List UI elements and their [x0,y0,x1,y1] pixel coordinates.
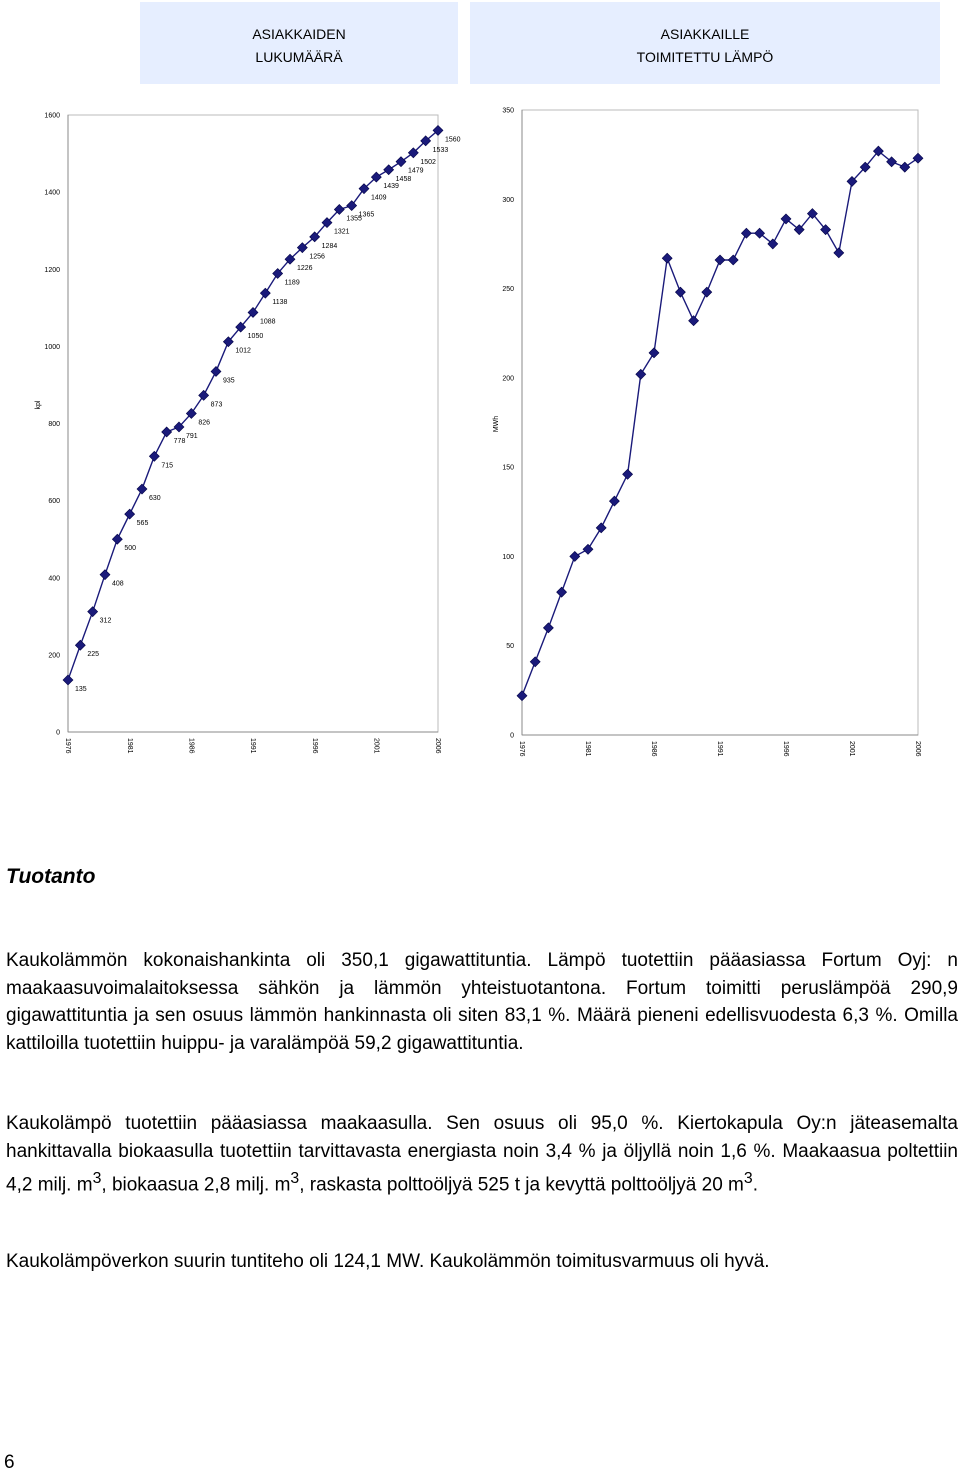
data-point [517,691,527,701]
data-point [583,544,593,554]
data-point [112,534,122,544]
paragraph-fuels-part-a: Kaukolämpö tuotettiin pääasiassa maakaasulla. Sen osuus oli 95,0 %. Kiertokapula Oy:n jäteasemalta hankittavalla biokaasulla tuotettiin tarvittavasta energiasta noin 3,4 % ja öljyllä noin 1,6 %. Maakaasua poltettiin 4,2 milj. m [6,1113,958,1196]
data-label: 1409 [371,194,387,202]
customer-count-title-line1: ASIAKKAIDEN [252,26,346,42]
data-point [260,288,270,298]
data-point [741,228,751,238]
x-tick-label: 1991 [249,738,257,754]
y-tick-label: 1200 [44,266,60,274]
data-label: 826 [198,419,211,427]
data-label: 408 [112,580,124,588]
data-label: 1050 [247,333,264,341]
data-label: 1284 [321,242,338,250]
data-label: 715 [161,462,174,470]
data-label: 1365 [358,211,375,219]
y-tick-label: 1000 [44,343,60,351]
data-point [63,675,73,685]
paragraph-fuels-part-c: , raskasta polttoöljyä 525 t ja kevyttä polttoöljyä 20 m [299,1174,744,1196]
y-tick-label: 200 [48,652,60,660]
data-point [636,369,646,379]
y-tick-label: 100 [502,553,514,561]
y-tick-label: 300 [502,196,514,204]
data-point [543,623,553,633]
data-label: 1088 [260,318,276,326]
data-point [149,451,159,461]
data-point [609,496,619,506]
paragraph-network: Kaukolämpöverkon suurin tuntiteho oli 124,1 MW. Kaukolämmön toimitusvarmuus oli hyvä. [6,1251,770,1272]
page-number: 6 [4,1452,15,1473]
customer-count-title-line2: LUKUMÄÄRÄ [255,49,343,65]
paragraph-fuels-part-b: , biokaasua 2,8 milj. m [101,1174,291,1196]
data-point [728,255,738,265]
x-tick-label: 1986 [187,738,195,754]
heat-delivered-chart-panel [470,0,960,770]
data-point [75,640,85,650]
data-point [396,157,406,167]
data-label: 1502 [420,158,436,166]
paragraph-fuels-part-d: . [752,1174,758,1196]
customer-count-chart-panel [0,0,462,770]
y-tick-label: 200 [502,375,514,383]
data-label: 1533 [432,146,449,154]
data-point [347,201,357,211]
y-axis-label: MWh [493,415,500,433]
data-point [596,523,606,533]
data-point [900,162,910,172]
data-label: 500 [124,545,137,553]
data-label: 873 [210,401,223,409]
x-tick-label: 2001 [372,738,380,754]
data-label: 1458 [395,175,412,183]
y-tick-label: 600 [48,498,60,506]
data-point [715,255,725,265]
data-label: 1439 [383,183,399,191]
data-point [834,248,844,258]
data-point [384,165,394,175]
x-tick-label: 1996 [310,738,318,754]
data-point [211,366,221,376]
x-tick-label: 1976 [64,738,72,754]
y-tick-label: 1600 [44,112,60,120]
y-tick-label: 400 [48,575,60,583]
y-tick-label: 250 [502,286,514,294]
x-tick-label: 2006 [914,741,922,757]
data-label: 935 [223,377,235,385]
data-point [702,287,712,297]
data-point [530,657,540,667]
heat-delivered-title-line2: TOIMITETTU LÄMPÖ [636,49,774,65]
data-label: 565 [136,520,149,528]
superscript-3: 3 [92,1170,102,1187]
data-label: 1012 [235,347,251,355]
y-tick-label: 350 [502,107,514,115]
data-label: 1226 [297,265,313,273]
data-point [162,427,172,437]
data-label: 1355 [346,215,362,223]
data-point [125,509,135,519]
y-tick-label: 800 [48,421,60,428]
data-point [88,607,98,617]
data-label: 312 [99,617,112,625]
heat-delivered-chart [470,0,960,770]
y-tick-label: 1400 [44,189,60,197]
x-tick-label: 1981 [125,738,133,754]
x-tick-label: 1996 [782,741,790,757]
series-line [522,151,918,696]
superscript-3: 3 [290,1170,300,1187]
y-tick-label: 0 [510,732,514,740]
y-tick-label: 50 [506,643,514,651]
data-label: 630 [149,495,161,503]
x-tick-label: 1991 [716,741,724,757]
data-label: 1321 [334,228,350,236]
data-point [137,484,147,494]
data-label: 778 [173,437,186,445]
customer-count-chart [0,0,462,770]
data-point [100,570,110,580]
x-tick-label: 2001 [848,741,856,757]
data-label: 791 [186,432,198,440]
x-tick-label: 2006 [434,738,442,754]
data-point [689,316,699,326]
y-axis-label: kpl [35,400,42,410]
paragraph-fuels [6,1110,958,1199]
data-point [557,587,567,597]
data-point [675,287,685,297]
data-label: 1256 [309,253,325,261]
series-line [68,130,438,680]
heat-delivered-title-line1: ASIAKKAILLE [660,26,750,42]
data-label: 135 [75,685,87,693]
y-tick-label: 0 [56,729,60,737]
data-label: 1560 [445,136,461,144]
data-point [623,469,633,479]
data-point [649,348,659,358]
section-heading: Tuotanto [6,865,96,888]
plot-area [68,115,438,732]
superscript-3: 3 [743,1170,753,1187]
x-tick-label: 1986 [650,741,658,757]
data-point [199,390,209,400]
data-point [570,551,580,561]
x-tick-label: 1981 [584,741,592,757]
data-label: 1138 [272,299,288,307]
paragraph-production: Kaukolämmön kokonaishankinta oli 350,1 gigawattituntia. Lämpö tuotettiin pääasiassa Fortum Oyj: n maakaasuvoimalaitoksessa sähkön ja lämmön yhteistuotantona. Fortum toimitti peruslämpöä 290,9 gigawattituntia ja sen osuus lämmön hankinnasta oli siten 83,1 %. Määrä pieneni edellisvuodesta 6,3 %. Omilla kattiloilla tuotettiin huippu- ja varalämpöä 59,2 gigawattituntia. [6,950,958,1054]
x-tick-label: 1976 [518,741,526,757]
data-label: 1189 [284,279,300,287]
plot-area [522,110,918,735]
y-tick-label: 150 [502,464,514,472]
data-label: 1479 [408,167,424,175]
data-point [662,253,672,263]
data-label: 225 [87,651,100,659]
data-point [913,153,923,163]
